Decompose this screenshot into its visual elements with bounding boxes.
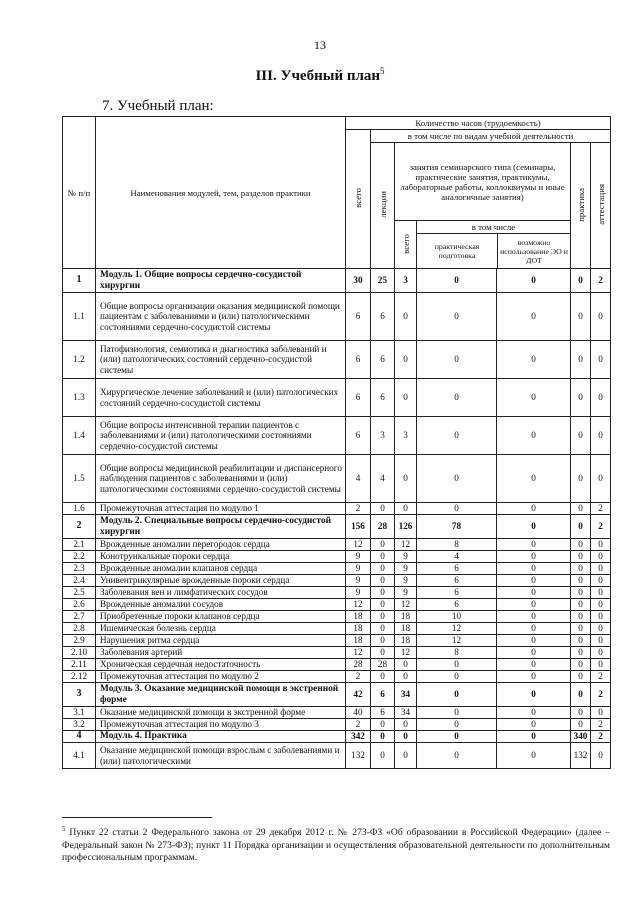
row-distance: 0 [497, 683, 571, 707]
row-distance: 0 [497, 719, 571, 731]
row-lectures: 6 [371, 293, 395, 341]
row-seminar: 12 [395, 539, 417, 551]
row-seminar: 18 [395, 611, 417, 623]
row-total: 28 [346, 659, 371, 671]
row-lectures: 0 [371, 503, 395, 515]
row-seminar: 0 [395, 503, 417, 515]
row-attestation: 0 [591, 647, 611, 659]
row-distance: 0 [497, 269, 571, 293]
table-row [63, 707, 611, 719]
row-practice: 0 [571, 563, 591, 575]
row-seminar: 126 [395, 515, 417, 539]
header-num: № п/п [63, 117, 96, 269]
row-distance: 0 [497, 743, 571, 769]
curriculum-table [62, 116, 611, 769]
row-lectures: 0 [371, 599, 395, 611]
row-practical: 0 [417, 455, 497, 503]
row-attestation: 0 [591, 611, 611, 623]
row-num: 2.5 [63, 587, 96, 599]
row-attestation: 0 [591, 341, 611, 379]
row-attestation: 0 [591, 707, 611, 719]
row-total: 18 [346, 611, 371, 623]
row-practical: 0 [417, 731, 497, 743]
row-practice: 132 [571, 743, 591, 769]
row-distance: 0 [497, 563, 571, 575]
row-num: 1.2 [63, 341, 96, 379]
table-row [63, 743, 611, 769]
row-total: 2 [346, 503, 371, 515]
row-seminar: 18 [395, 635, 417, 647]
row-name: Модуль 3. Оказание медицинской помощи в экстренной форме [96, 683, 346, 707]
row-total: 342 [346, 731, 371, 743]
row-num: 1.4 [63, 417, 96, 455]
row-practice: 0 [571, 599, 591, 611]
row-name: Врожденные аномалии перегородок сердца [96, 539, 346, 551]
row-name: Унивентрикулярные врожденные пороки сердца [96, 575, 346, 587]
row-name: Общие вопросы организации оказания медицинской помощи пациентам с заболеваниями и (или) патологическими состояниями сердечно-сосудистой системы [96, 293, 346, 341]
row-name: Модуль 2. Специальные вопросы сердечно-сосудистой хирургии [96, 515, 346, 539]
row-practice: 0 [571, 269, 591, 293]
row-practical: 0 [417, 417, 497, 455]
row-num: 2.8 [63, 623, 96, 635]
row-attestation: 0 [591, 599, 611, 611]
row-distance: 0 [497, 623, 571, 635]
row-lectures: 0 [371, 743, 395, 769]
row-practical: 6 [417, 587, 497, 599]
row-num: 2.10 [63, 647, 96, 659]
row-attestation: 0 [591, 417, 611, 455]
row-distance: 0 [497, 599, 571, 611]
row-name: Врожденные аномалии клапанов сердца [96, 563, 346, 575]
row-name: Промежуточная аттестация по модулю 1 [96, 503, 346, 515]
row-attestation: 2 [591, 515, 611, 539]
row-practice: 0 [571, 635, 591, 647]
row-attestation: 0 [591, 293, 611, 341]
footnote-divider [62, 817, 212, 818]
footnote-ref: 5 [380, 66, 385, 76]
row-distance: 0 [497, 551, 571, 563]
row-total: 9 [346, 551, 371, 563]
row-total: 6 [346, 417, 371, 455]
row-distance: 0 [497, 731, 571, 743]
row-total: 40 [346, 707, 371, 719]
row-total: 12 [346, 599, 371, 611]
row-name: Нарушения ритма сердца [96, 635, 346, 647]
row-practical: 6 [417, 563, 497, 575]
row-distance: 0 [497, 379, 571, 417]
row-practical: 6 [417, 599, 497, 611]
row-practical: 0 [417, 707, 497, 719]
row-num: 2.12 [63, 671, 96, 683]
row-distance: 0 [497, 503, 571, 515]
row-total: 18 [346, 623, 371, 635]
row-seminar: 9 [395, 587, 417, 599]
row-num: 3 [63, 683, 96, 707]
row-name: Хирургическое лечение заболеваний и (или) патологических состояний сердечно-сосудистой системы [96, 379, 346, 417]
table-row [63, 575, 611, 587]
table-row [63, 659, 611, 671]
row-attestation: 2 [591, 719, 611, 731]
table-row [63, 417, 611, 455]
row-distance: 0 [497, 635, 571, 647]
row-lectures: 25 [371, 269, 395, 293]
row-num: 3.2 [63, 719, 96, 731]
table-row [63, 587, 611, 599]
row-practice: 0 [571, 293, 591, 341]
footnote [62, 823, 610, 865]
row-name: Общие вопросы медицинской реабилитации и диспансерного наблюдения пациентов с заболеваниями и (или) патологическими состояниями сердечно-сосудистой системы [96, 455, 346, 503]
module-row [63, 515, 611, 539]
row-lectures: 0 [371, 647, 395, 659]
header-distance: возможно использование ЭО и ДОТ [500, 237, 568, 265]
row-total: 12 [346, 539, 371, 551]
row-total: 2 [346, 719, 371, 731]
row-total: 2 [346, 671, 371, 683]
row-practical: 10 [417, 611, 497, 623]
table-row [63, 623, 611, 635]
row-practical: 78 [417, 515, 497, 539]
row-practice: 0 [571, 539, 591, 551]
row-lectures: 6 [371, 379, 395, 417]
row-attestation: 0 [591, 539, 611, 551]
header-by-activity: в том числе по видам учебной деятельности [371, 130, 611, 143]
row-practice: 0 [571, 503, 591, 515]
row-distance: 0 [497, 539, 571, 551]
row-attestation: 2 [591, 671, 611, 683]
row-name: Промежуточная аттестация по модулю 3 [96, 719, 346, 731]
row-practical: 0 [417, 503, 497, 515]
row-lectures: 0 [371, 719, 395, 731]
row-distance: 0 [497, 293, 571, 341]
row-practical: 0 [417, 293, 497, 341]
table-row [63, 503, 611, 515]
row-num: 1.1 [63, 293, 96, 341]
subsection-title: 7. Учебный план: [102, 98, 214, 114]
row-name: Оказание медицинской помощи в экстренной форме [96, 707, 346, 719]
row-practice: 0 [571, 455, 591, 503]
row-attestation: 2 [591, 731, 611, 743]
row-seminar: 0 [395, 719, 417, 731]
row-attestation: 0 [591, 563, 611, 575]
row-lectures: 6 [371, 341, 395, 379]
row-practical: 0 [417, 719, 497, 731]
row-num: 1 [63, 269, 96, 293]
row-distance: 0 [497, 455, 571, 503]
row-attestation: 2 [591, 269, 611, 293]
row-attestation: 0 [591, 635, 611, 647]
row-name: Модуль 1. Общие вопросы сердечно-сосудистой хирургии [96, 269, 346, 293]
row-total: 6 [346, 293, 371, 341]
row-num: 2.2 [63, 551, 96, 563]
section-title [0, 66, 640, 85]
row-lectures: 0 [371, 539, 395, 551]
row-practice: 0 [571, 417, 591, 455]
row-distance: 0 [497, 587, 571, 599]
header-lectures: лекции [371, 143, 395, 269]
row-practice: 340 [571, 731, 591, 743]
row-practice: 0 [571, 707, 591, 719]
header-total: всего [346, 130, 371, 269]
row-seminar: 9 [395, 563, 417, 575]
table-row [63, 635, 611, 647]
header-practice: практика [571, 143, 591, 269]
header-incl: в том числе [417, 221, 570, 234]
row-total: 42 [346, 683, 371, 707]
row-attestation: 0 [591, 659, 611, 671]
table-row [63, 379, 611, 417]
row-distance: 0 [497, 417, 571, 455]
table-row [63, 551, 611, 563]
row-num: 4.1 [63, 743, 96, 769]
row-practical: 0 [417, 659, 497, 671]
header-sem-total: всего [395, 221, 417, 269]
row-practical: 0 [417, 683, 497, 707]
row-lectures: 6 [371, 707, 395, 719]
row-seminar: 0 [395, 743, 417, 769]
row-num: 2.11 [63, 659, 96, 671]
header-seminar: занятия семинарского типа (семинары, практические занятия, практикумы, лабораторные работы, коллоквиумы и иные аналогичные занятия) [395, 143, 571, 221]
row-total: 30 [346, 269, 371, 293]
table-row [63, 539, 611, 551]
row-seminar: 12 [395, 599, 417, 611]
row-lectures: 0 [371, 611, 395, 623]
row-practice: 0 [571, 379, 591, 417]
row-name: Конотрункальные пороки сердца [96, 551, 346, 563]
row-total: 12 [346, 647, 371, 659]
row-total: 132 [346, 743, 371, 769]
row-attestation: 2 [591, 503, 611, 515]
row-distance: 0 [497, 611, 571, 623]
row-practice: 0 [571, 611, 591, 623]
row-attestation: 0 [591, 587, 611, 599]
table-row [63, 719, 611, 731]
row-lectures: 3 [371, 417, 395, 455]
row-name: Промежуточная аттестация по модулю 2 [96, 671, 346, 683]
row-distance: 0 [497, 515, 571, 539]
row-distance: 0 [497, 671, 571, 683]
table-row [63, 341, 611, 379]
row-name: Модуль 4. Практика [96, 731, 346, 743]
row-practice: 0 [571, 683, 591, 707]
row-attestation: 0 [591, 575, 611, 587]
table-row [63, 611, 611, 623]
row-seminar: 0 [395, 341, 417, 379]
row-practical: 0 [417, 341, 497, 379]
row-practice: 0 [571, 659, 591, 671]
row-seminar: 0 [395, 379, 417, 417]
row-num: 2.1 [63, 539, 96, 551]
row-num: 1.6 [63, 503, 96, 515]
row-name: Хроническая сердечная недостаточность [96, 659, 346, 671]
row-seminar: 12 [395, 647, 417, 659]
row-practice: 0 [571, 719, 591, 731]
row-lectures: 0 [371, 731, 395, 743]
row-num: 3.1 [63, 707, 96, 719]
row-attestation: 0 [591, 743, 611, 769]
row-attestation: 0 [591, 551, 611, 563]
header-attestation: аттестация [591, 143, 611, 269]
row-attestation: 0 [591, 623, 611, 635]
row-seminar: 0 [395, 731, 417, 743]
row-num: 2.7 [63, 611, 96, 623]
row-seminar: 3 [395, 269, 417, 293]
row-num: 1.5 [63, 455, 96, 503]
row-total: 6 [346, 341, 371, 379]
header-name: Наименования модулей, тем, разделов практики [96, 117, 346, 269]
header-hours: Количество часов (трудоемкость) [346, 117, 611, 130]
row-seminar: 0 [395, 293, 417, 341]
row-name: Оказание медицинской помощи взрослым с заболеваниями и (или) патологическими [96, 743, 346, 769]
row-distance: 0 [497, 707, 571, 719]
row-name: Общие вопросы интенсивной терапии пациентов с заболеваниями и (или) патологическими состояниями сердечно-сосудистой системы [96, 417, 346, 455]
row-practical: 8 [417, 539, 497, 551]
row-num: 1.3 [63, 379, 96, 417]
table-row [63, 293, 611, 341]
row-practice: 0 [571, 623, 591, 635]
row-seminar: 18 [395, 623, 417, 635]
row-seminar: 0 [395, 659, 417, 671]
module-row [63, 683, 611, 707]
row-total: 9 [346, 575, 371, 587]
row-lectures: 28 [371, 659, 395, 671]
header-incl-cell [417, 221, 571, 269]
row-seminar: 0 [395, 671, 417, 683]
row-practical: 0 [417, 379, 497, 417]
row-lectures: 0 [371, 635, 395, 647]
row-lectures: 4 [371, 455, 395, 503]
table-row [63, 599, 611, 611]
row-num: 2.6 [63, 599, 96, 611]
row-practical: 0 [417, 743, 497, 769]
row-lectures: 6 [371, 683, 395, 707]
row-lectures: 0 [371, 563, 395, 575]
table-row [63, 647, 611, 659]
row-practice: 0 [571, 647, 591, 659]
row-distance: 0 [497, 575, 571, 587]
row-practice: 0 [571, 551, 591, 563]
row-practical: 12 [417, 623, 497, 635]
row-seminar: 3 [395, 417, 417, 455]
page-number: 13 [314, 38, 326, 52]
row-total: 9 [346, 563, 371, 575]
row-practical: 8 [417, 647, 497, 659]
row-practice: 0 [571, 515, 591, 539]
row-practical: 4 [417, 551, 497, 563]
row-practical: 0 [417, 269, 497, 293]
row-num: 2.9 [63, 635, 96, 647]
row-lectures: 0 [371, 587, 395, 599]
row-practice: 0 [571, 575, 591, 587]
row-name: Приобретенные пороки клапанов сердца [96, 611, 346, 623]
module-row [63, 731, 611, 743]
row-name: Заболевания артерий [96, 647, 346, 659]
row-lectures: 0 [371, 551, 395, 563]
row-lectures: 0 [371, 623, 395, 635]
row-seminar: 34 [395, 683, 417, 707]
row-practical: 12 [417, 635, 497, 647]
section-title-text: III. Учебный план [255, 68, 381, 84]
row-lectures: 0 [371, 575, 395, 587]
row-lectures: 28 [371, 515, 395, 539]
row-attestation: 0 [591, 455, 611, 503]
row-total: 18 [346, 635, 371, 647]
row-num: 2.3 [63, 563, 96, 575]
footnote-marker: 5 [62, 825, 66, 833]
row-name: Врожденные аномалии сосудов [96, 599, 346, 611]
row-practical: 0 [417, 671, 497, 683]
row-distance: 0 [497, 659, 571, 671]
row-seminar: 0 [395, 455, 417, 503]
row-num: 2 [63, 515, 96, 539]
table-row [63, 671, 611, 683]
row-num: 4 [63, 731, 96, 743]
row-distance: 0 [497, 341, 571, 379]
row-total: 9 [346, 587, 371, 599]
row-total: 6 [346, 379, 371, 417]
row-seminar: 9 [395, 575, 417, 587]
table-row [63, 563, 611, 575]
row-practice: 0 [571, 671, 591, 683]
row-practice: 0 [571, 341, 591, 379]
row-attestation: 2 [591, 683, 611, 707]
row-practical: 6 [417, 575, 497, 587]
row-attestation: 0 [591, 379, 611, 417]
row-distance: 0 [497, 647, 571, 659]
module-row [63, 269, 611, 293]
footnote-text: Пункт 22 статьи 2 Федерального закона от 29 декабря 2012 г. № 273-ФЗ «Об образовании в Российской Федерации» (далее – Федеральный закон № 273-ФЗ); пункт 11 Порядка организации и осуществления образовательной деятельности по дополнительным профессиональным программам. [62, 827, 610, 864]
row-practice: 0 [571, 587, 591, 599]
row-num: 2.4 [63, 575, 96, 587]
row-seminar: 34 [395, 707, 417, 719]
row-name: Ишемическая болезнь сердца [96, 623, 346, 635]
header-practical: практическая подготовка [417, 234, 498, 268]
row-total: 156 [346, 515, 371, 539]
row-name: Патофизиология, семиотика и диагностика заболеваний и (или) патологических состояний сердечно-сосудистой системы [96, 341, 346, 379]
row-seminar: 9 [395, 551, 417, 563]
row-lectures: 0 [371, 671, 395, 683]
table-row [63, 455, 611, 503]
row-total: 4 [346, 455, 371, 503]
row-name: Заболевания вен и лимфатических сосудов [96, 587, 346, 599]
